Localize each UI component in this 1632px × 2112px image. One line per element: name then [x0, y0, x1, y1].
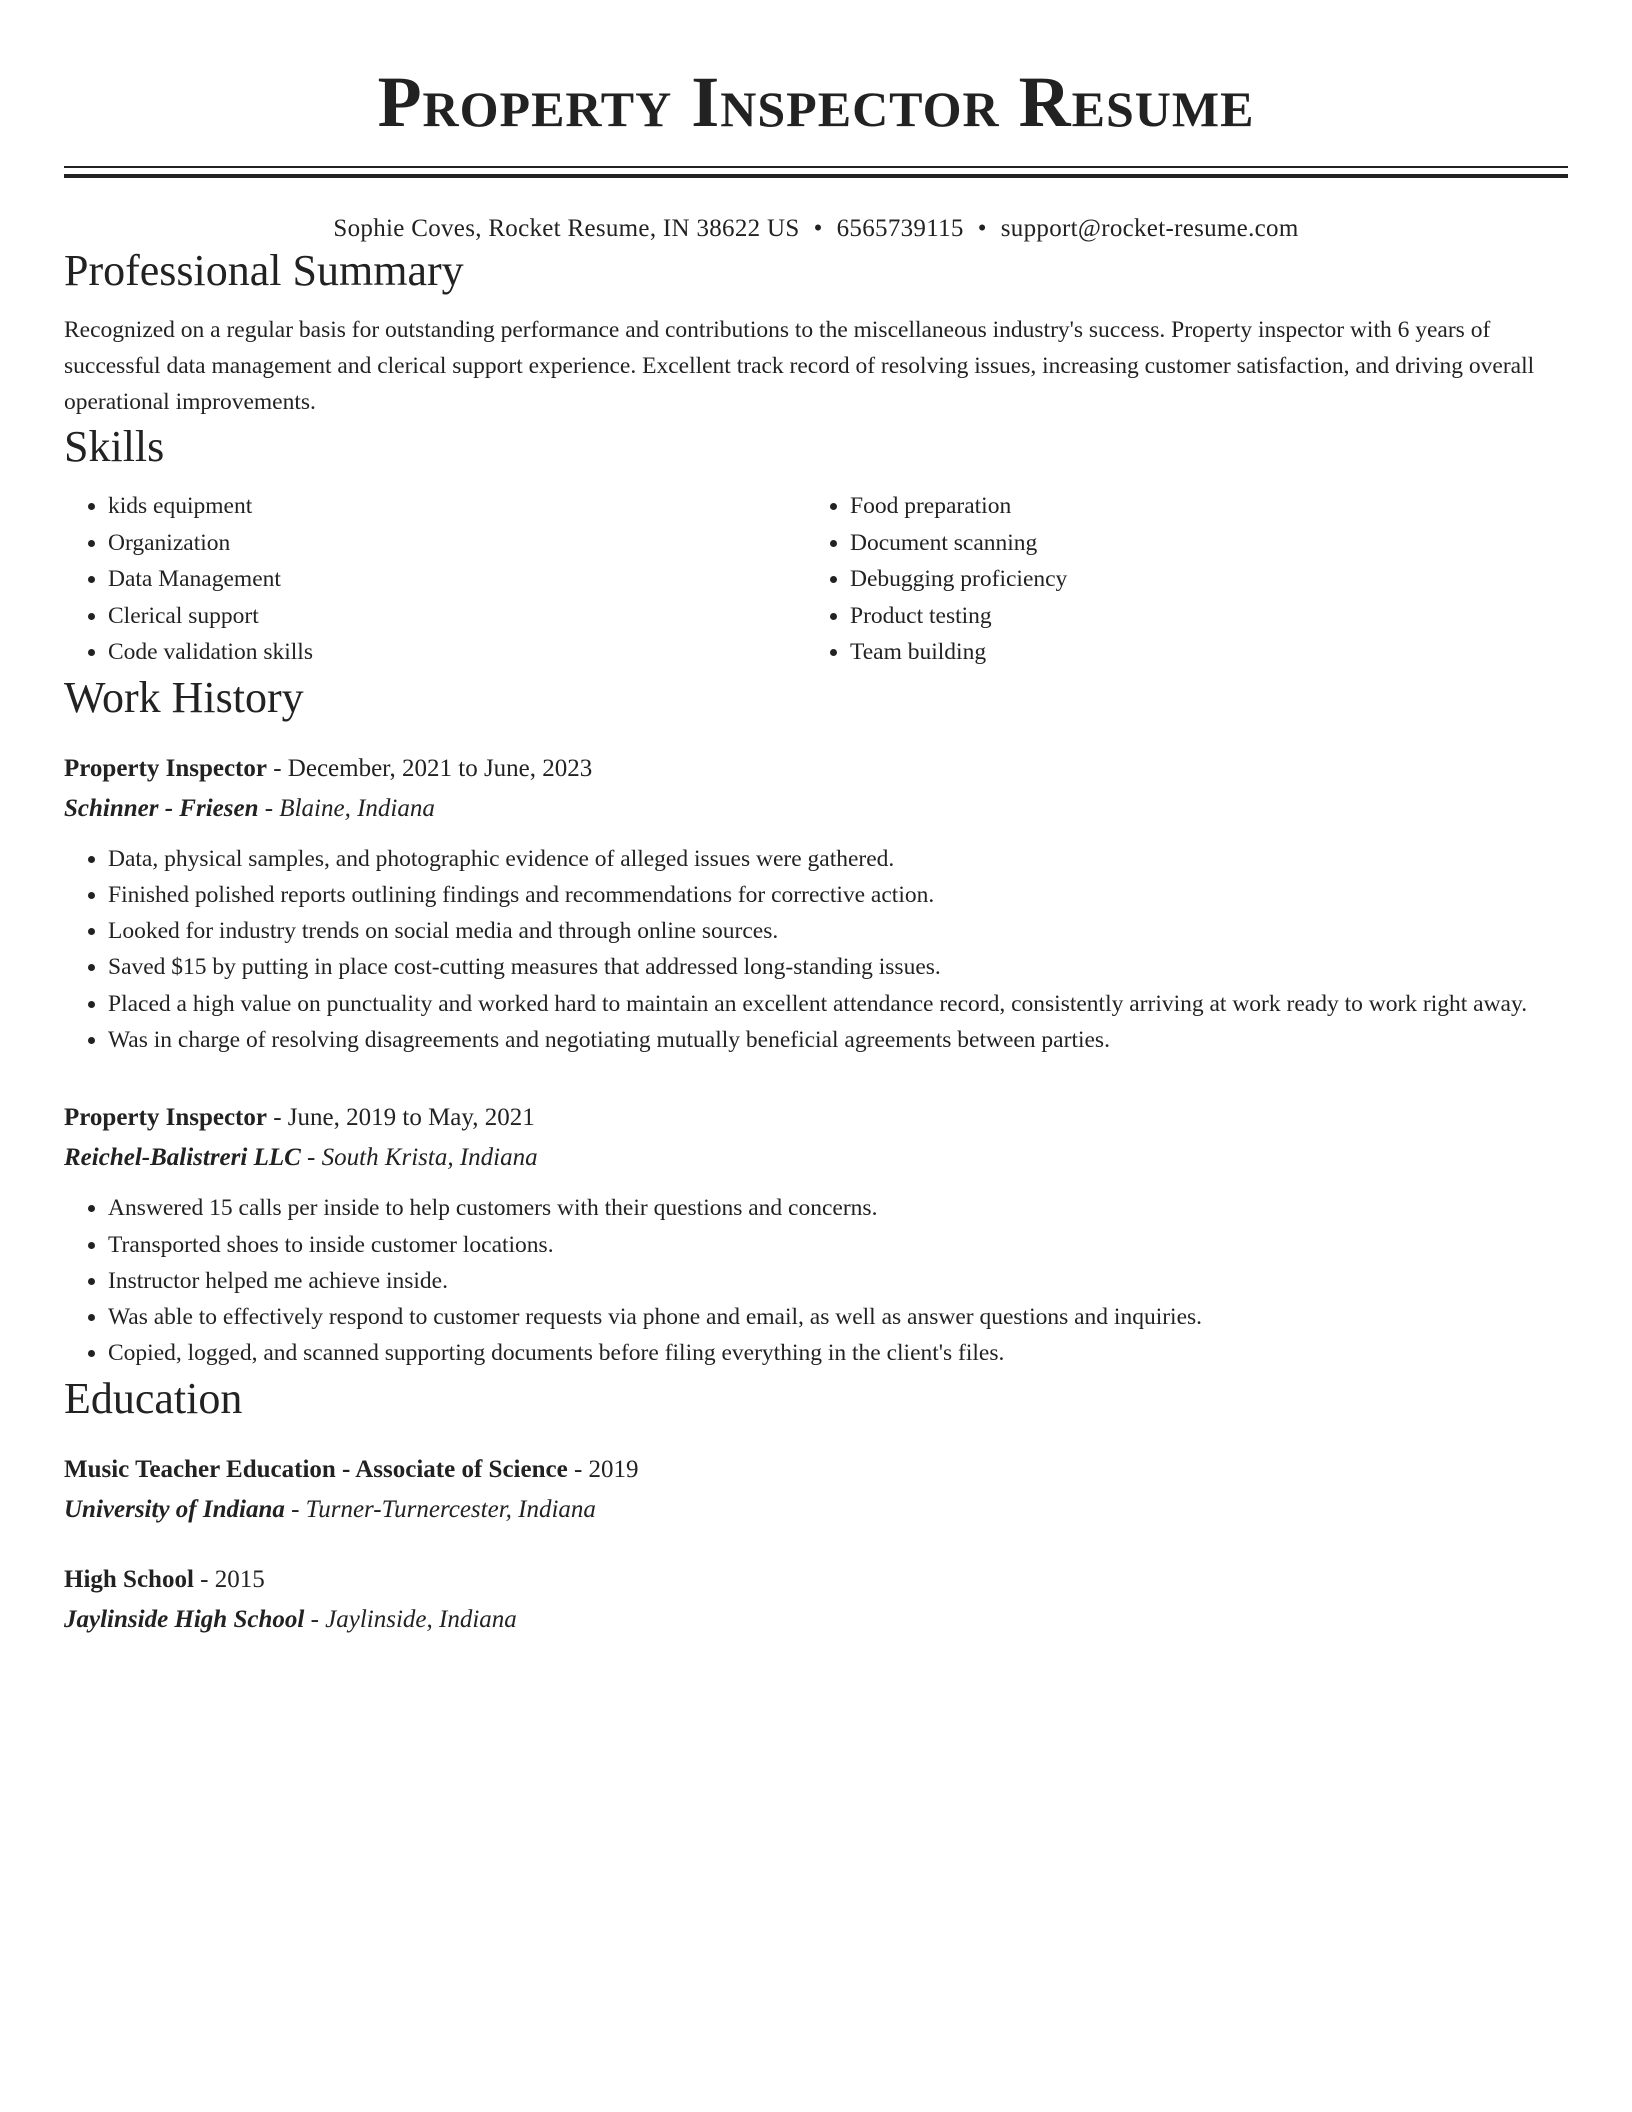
skill-item: • Debugging proficiency	[850, 561, 1548, 598]
education-entry	[64, 1450, 1568, 1530]
education-heading: Education	[64, 1373, 243, 1423]
work-history-heading: Work History	[64, 672, 304, 722]
job-duty: • Placed a high value on punctuality and worked hard to maintain an excellent attendance record, consistently arriving at work ready to work right away.	[108, 986, 1568, 1022]
job-title-line	[64, 749, 1568, 789]
education-school: University of Indiana	[64, 1495, 285, 1523]
education-degree: High School	[64, 1565, 194, 1593]
skills-heading: Skills	[64, 422, 165, 471]
contact-separator: •	[977, 215, 987, 242]
job-entry	[64, 749, 1568, 1059]
job-duty: • Instructor helped me achieve inside.	[108, 1263, 1568, 1299]
job-entry	[64, 1098, 1568, 1371]
resume-title: Property Inspector Resume	[377, 62, 1255, 142]
skill-item: • Data Management	[108, 561, 806, 598]
skill-item: • Food preparation	[850, 488, 1548, 525]
job-title-line	[64, 1098, 1568, 1138]
job-company-line	[64, 789, 1568, 829]
job-dates: - December, 2021 to June, 2023	[266, 754, 593, 782]
job-duty: • Was able to effectively respond to customer requests via phone and email, as well as answer questions and inquiries.	[108, 1299, 1568, 1335]
job-company-line	[64, 1138, 1568, 1178]
title-divider-thick	[64, 174, 1568, 178]
contact-address: Sophie Coves, Rocket Resume, IN 38622 US	[333, 215, 800, 242]
resume-page	[64, 0, 1568, 1640]
skill-item: • Organization	[108, 525, 806, 562]
skill-item: • Clerical support	[108, 598, 806, 635]
job-duty: • Answered 15 calls per inside to help customers with their questions and concerns.	[108, 1190, 1568, 1226]
job-duty: • Transported shoes to inside customer locations.	[108, 1227, 1568, 1263]
job-duty: • Was in charge of resolving disagreements and negotiating mutually beneficial agreements between parties.	[108, 1022, 1568, 1058]
contact-email: support@rocket-resume.com	[1000, 215, 1299, 242]
job-duties	[64, 1190, 1568, 1371]
job-dates: - June, 2019 to May, 2021	[266, 1104, 535, 1132]
education-school-line	[64, 1490, 1568, 1530]
job-title: Property Inspector	[64, 1104, 267, 1132]
education-degree-line	[64, 1450, 1568, 1490]
contact-separator: •	[813, 215, 823, 242]
summary-text: Recognized on a regular basis for outstanding performance and contributions to the miscellaneous industry's success. Property inspector with 6 years of successful data management and clerical support experience. Excellent track record of resolving issues, increasing customer satisfaction, and driving overall operational improvements.	[64, 317, 1535, 415]
contact-phone: 6565739115	[836, 215, 964, 242]
skill-item: • kids equipment	[108, 488, 806, 525]
job-duty: • Saved $15 by putting in place cost-cutting measures that addressed long-standing issues.	[108, 949, 1568, 985]
job-location: - Blaine, Indiana	[258, 794, 435, 822]
job-duty: • Finished polished reports outlining findings and recommendations for corrective action.	[108, 877, 1568, 913]
job-company: Schinner - Friesen	[64, 794, 259, 822]
title-divider-thin	[64, 166, 1568, 168]
job-duty: • Copied, logged, and scanned supporting documents before filing everything in the client's files.	[108, 1335, 1568, 1371]
job-company: Reichel-Balistreri LLC	[64, 1144, 301, 1172]
job-duties	[64, 841, 1568, 1059]
skill-item: • Team building	[850, 634, 1548, 671]
education-degree: Music Teacher Education - Associate of Science	[64, 1455, 568, 1483]
education-degree-line	[64, 1560, 1568, 1600]
skill-item: • Product testing	[850, 598, 1548, 635]
education-year: - 2015	[193, 1565, 265, 1593]
education-year: - 2019	[567, 1455, 639, 1483]
skills-list	[64, 488, 1568, 671]
skills-column-left	[64, 488, 806, 671]
skill-item: • Document scanning	[850, 525, 1548, 562]
education-entry	[64, 1560, 1568, 1640]
skills-column-right	[806, 488, 1548, 671]
contact-line	[64, 214, 1568, 244]
job-duty: • Looked for industry trends on social media and through online sources.	[108, 913, 1568, 949]
summary-heading: Professional Summary	[64, 246, 464, 295]
job-duty: • Data, physical samples, and photographic evidence of alleged issues were gathered.	[108, 841, 1568, 877]
education-school: Jaylinside High School	[64, 1605, 305, 1633]
education-school-line	[64, 1600, 1568, 1640]
job-title: Property Inspector	[64, 754, 267, 782]
education-location: - Jaylinside, Indiana	[304, 1605, 517, 1633]
education-location: - Turner-Turnercester, Indiana	[284, 1495, 596, 1523]
skill-item: • Code validation skills	[108, 634, 806, 671]
job-location: - South Krista, Indiana	[300, 1144, 538, 1172]
